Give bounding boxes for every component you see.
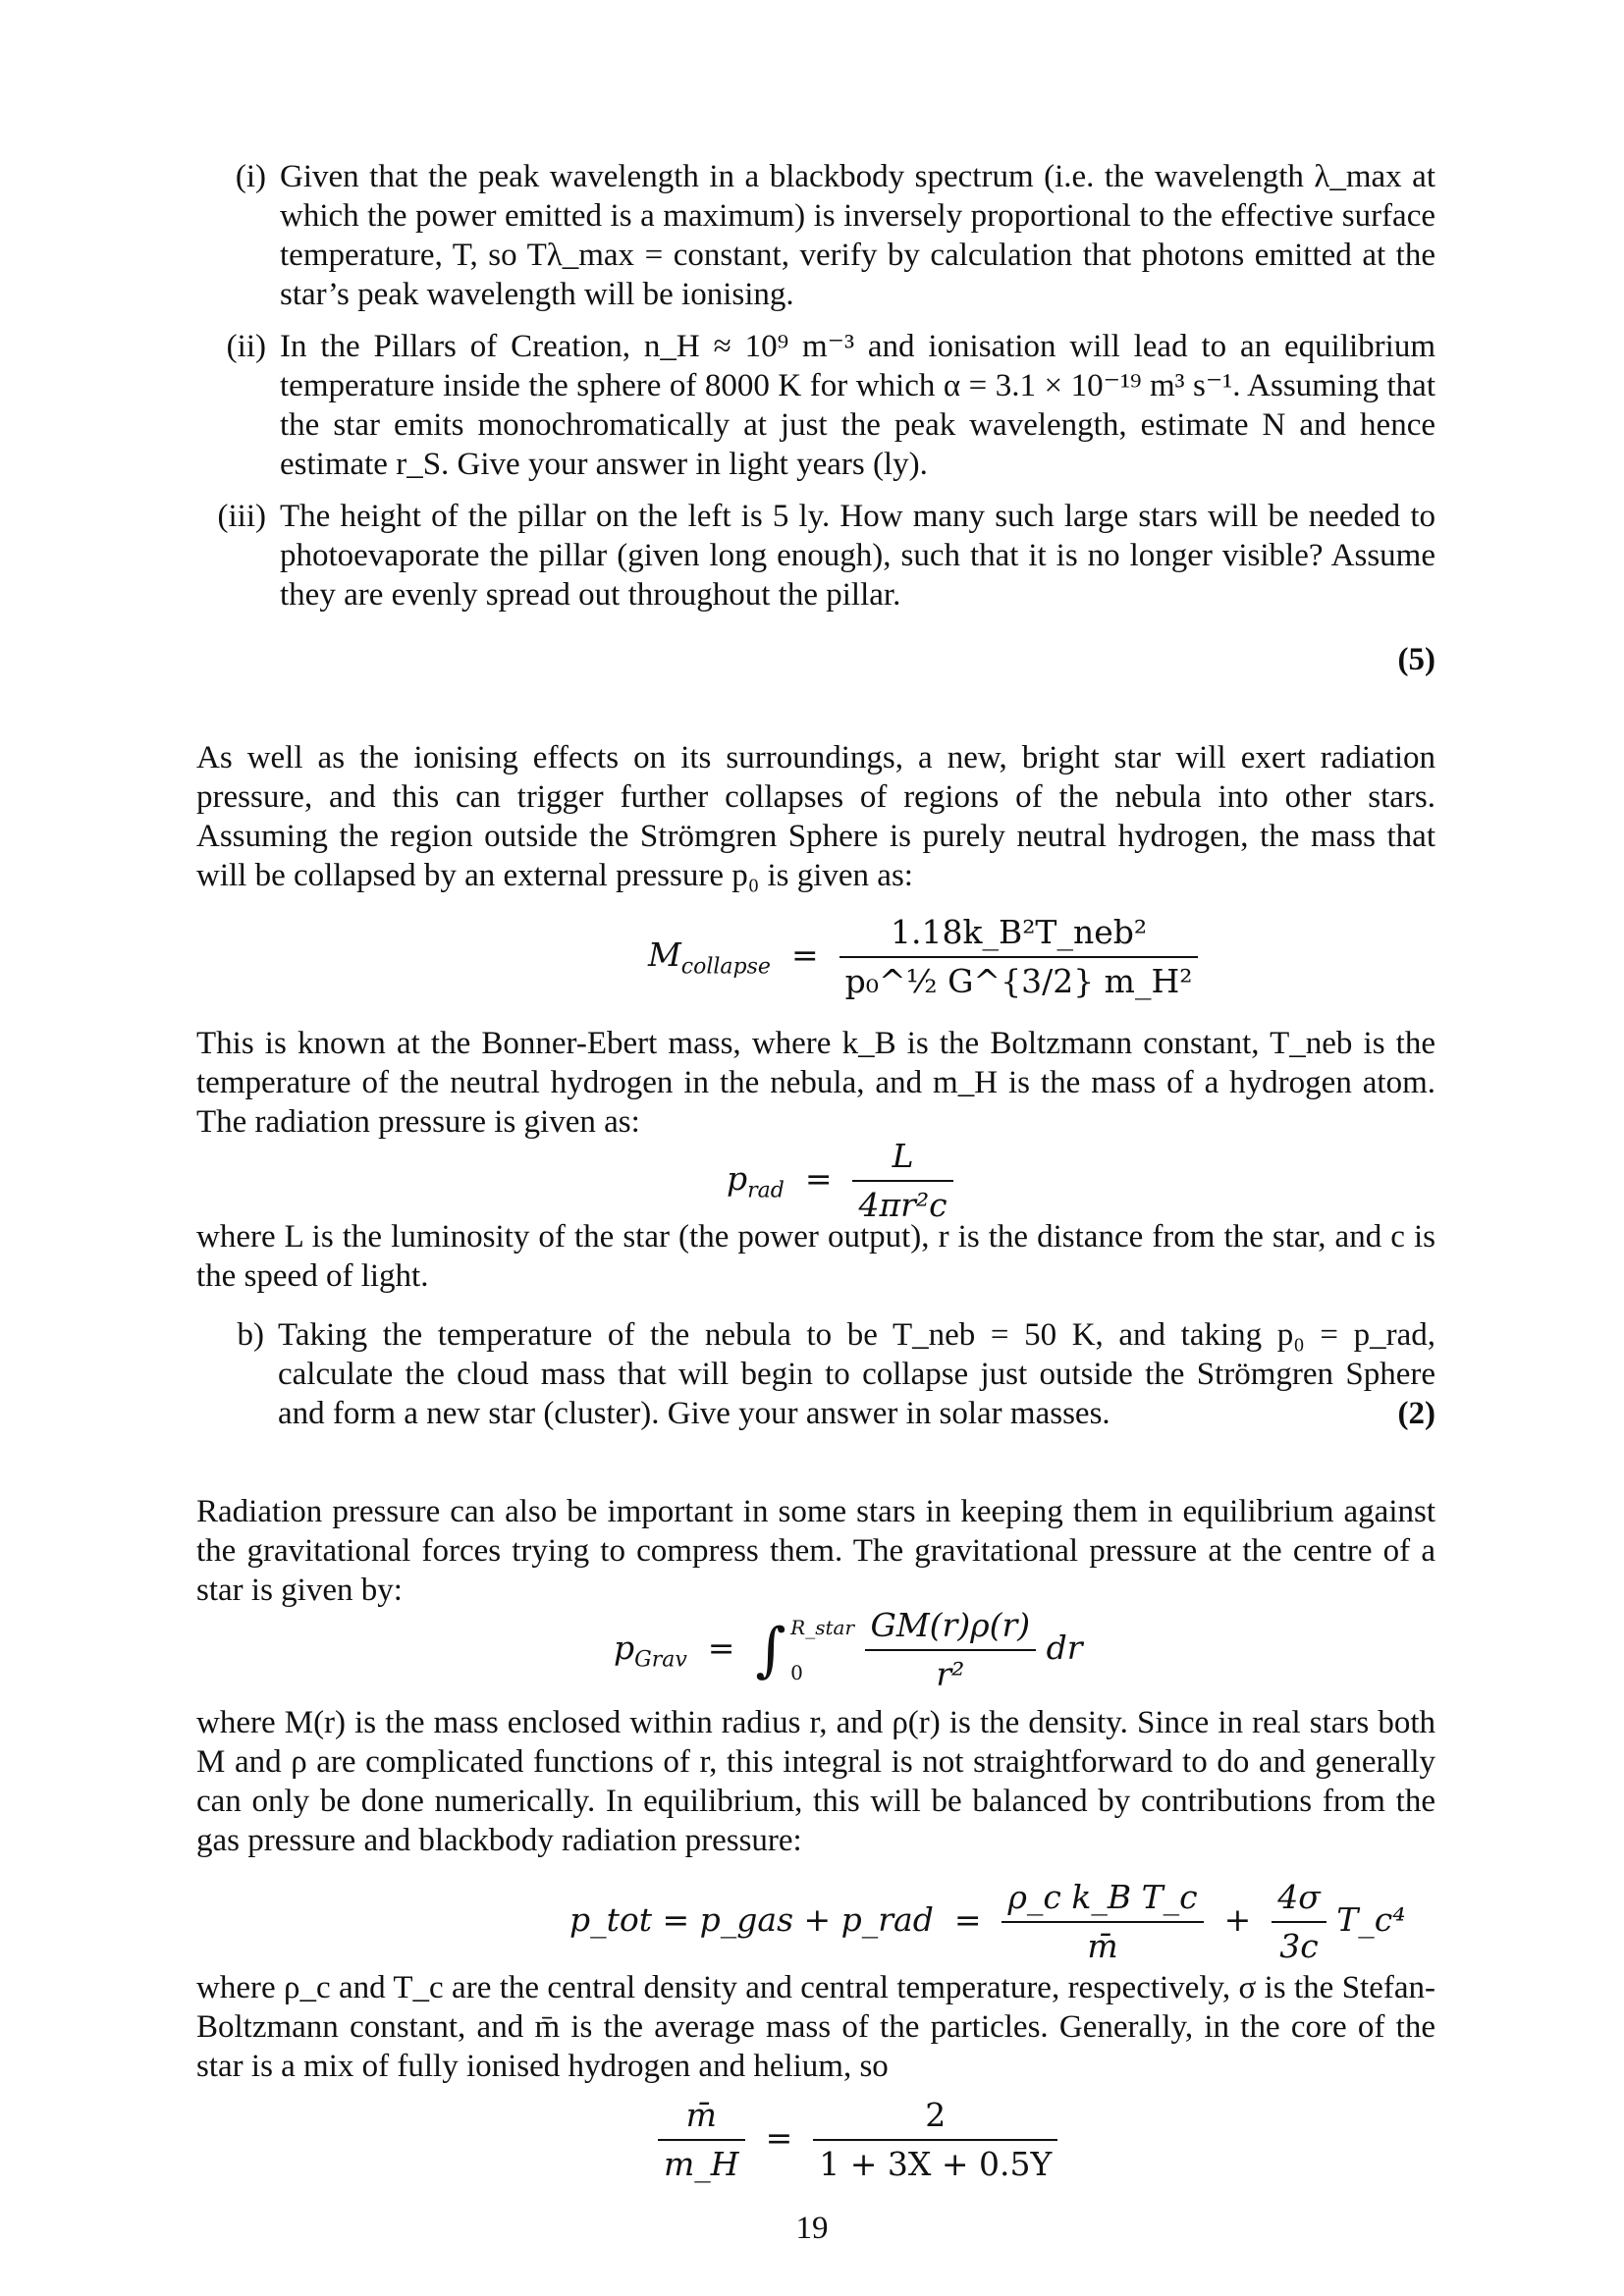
equation-fraction bbox=[852, 1137, 952, 1225]
fraction-numerator: 1.18k_B²T_neb² bbox=[839, 913, 1199, 958]
item-numeral: (iii) bbox=[217, 499, 266, 534]
equation-lhs: $p_{Grav}$ bbox=[614, 1629, 687, 1673]
paragraph: As well as the ionising effects on its surroundings, a new, bright star will exert radiation pressure, and this can trigger further collapses of regions of the nebula into other stars. Assuming the region outside the Strömgren Sphere is purely neutral hydrogen, the mass that will be collapsed by an external pressure p₀ is given as: bbox=[196, 740, 1435, 893]
integral-sign: ∫ bbox=[755, 1616, 786, 1684]
equation-fraction-gas: $\frac{\text{ρ\_c k\_B T\_c}}{m̄}$ bbox=[1001, 1878, 1203, 1966]
question-item-i bbox=[235, 157, 1435, 314]
part-text: Taking the temperature of the nebula to be T_neb = 50 K, and taking p₀ = p_rad, calculate the cloud mass that will begin to collapse just outside the Strömgren Sphere and form a new star (cluster). Give your answer in solar masses. bbox=[278, 1317, 1435, 1431]
equation-fraction bbox=[839, 913, 1199, 1001]
equation-mean-mass: $\frac{m̄}{m\_H}$ = $\frac{2}{1 + 3X + 0.5Y}$ bbox=[658, 2096, 1057, 2184]
item-text: In the Pillars of Creation, n_H ≈ 10⁹ m⁻³ and ionisation will lead to an equilibrium temperature inside the sphere of 8000 K for which α = 3.1 × 10⁻¹⁹ m³ s⁻¹. Assuming that the star emits monochromatically at just the peak wavelength, estimate N and hence estimate r_S. Give your answer in light years (ly). bbox=[280, 329, 1435, 482]
equation-total-pressure: p_tot = p_gas + p_rad = $\frac{\text{ρ\_c k\_B T\_c}}{m̄}$ + $\frac{4\sigma}{3c}$ T_c⁴ bbox=[569, 1878, 1406, 1965]
paragraph: where L is the luminosity of the star (the power output), r is the distance from the star, and c is the speed of light. bbox=[196, 1219, 1435, 1294]
equation-fraction-radiation: $\frac{4\sigma}{3c}$ bbox=[1272, 1878, 1326, 1966]
item-numeral: (i) bbox=[235, 159, 266, 194]
equation-lhs: $p_{rad}$ bbox=[727, 1159, 785, 1203]
fraction-denominator: p₀^½ G^{3/2} m_H² bbox=[844, 962, 1193, 1000]
integral-limits: R_star 0 bbox=[790, 1616, 855, 1684]
fraction-numerator: GM(r)ρ(r) bbox=[865, 1606, 1037, 1651]
item-text: The height of the pillar on the left is 5 ly. How many such large stars will be needed to photoevaporate the pillar (given long enough), such that it is no longer visible? Assume they are evenly spread out throughout the pillar. bbox=[280, 499, 1435, 613]
item-numeral: (ii) bbox=[226, 329, 266, 364]
marks-label: (5) bbox=[1397, 642, 1435, 677]
equation-collapse-mass: $M_{collapse}$ = $\frac{\text{1.18k\_B²T\_neb²}}{\text{p₀\textasciicircum{}½ G\textasciicircum{}\{3/2\} m\_H²}}$ bbox=[648, 913, 1198, 1001]
question-item-ii bbox=[226, 327, 1435, 484]
equation-lhs: p_tot = p_gas + p_rad bbox=[569, 1900, 934, 1939]
fraction-denominator: 4πr²c bbox=[858, 1186, 947, 1224]
paragraph: Radiation pressure can also be important in some stars in keeping them in equilibrium against the gravitational forces trying to compress them. The gravitational pressure at the centre of a star is given by: bbox=[196, 1494, 1435, 1608]
page-number: 19 bbox=[795, 2211, 829, 2246]
paragraph: where ρ_c and T_c are the central density and central temperature, respectively, σ is the Stefan-Boltzmann constant, and m̄ is the average mass of the particles. Generally, in the core of the star is a mix of fully ionised hydrogen and helium, so bbox=[196, 1970, 1435, 2084]
question-item-iii bbox=[217, 497, 1435, 614]
equation-fraction-right: $\frac{2}{1 + 3X + 0.5Y}$ bbox=[813, 2096, 1057, 2184]
equation-radiation-pressure: $p_{rad}$ = $\frac{L}{\text{4πr²c}}$ bbox=[727, 1137, 953, 1225]
question-part-b bbox=[237, 1315, 1435, 1433]
differential: dr bbox=[1046, 1629, 1083, 1667]
item-text: Given that the peak wavelength in a blackbody spectrum (i.e. the wavelength λ_max at which the power emitted is a maximum) is inversely proportional to the effective surface temperature, T, so Tλ_max = constant, verify by calculation that photons emitted at the star’s peak wavelength will be ionising. bbox=[280, 159, 1435, 312]
fraction-denominator: r² bbox=[936, 1655, 965, 1693]
equation-fraction bbox=[865, 1606, 1037, 1694]
temperature-term: T_c⁴ bbox=[1336, 1900, 1406, 1939]
part-label: b) bbox=[237, 1317, 264, 1353]
equation-fraction-left: $\frac{m̄}{m\_H}$ bbox=[658, 2096, 745, 2184]
equation-gravitational-pressure: $p_{Grav}$ = ∫ R_star 0 $\frac{GM(r)\rho(r)}{\text{r²}}$ dr bbox=[614, 1606, 1083, 1693]
paragraph: where M(r) is the mass enclosed within radius r, and ρ(r) is the density. Since in real stars both M and ρ are complicated functions of r, this integral is not straightforward to do and generally can only be done numerically. In equilibrium, this will be balanced by contributions from the gas pressure and blackbody radiation pressure: bbox=[196, 1705, 1435, 1858]
equation-lhs: $M_{collapse}$ bbox=[648, 935, 771, 980]
marks-label: (2) bbox=[1397, 1396, 1435, 1431]
fraction-numerator: L bbox=[852, 1137, 952, 1182]
paragraph: This is known at the Bonner-Ebert mass, where k_B is the Boltzmann constant, T_neb is the temperature of the neutral hydrogen in the nebula, and m_H is the mass of a hydrogen atom. The radiation pressure is given as: bbox=[196, 1026, 1435, 1140]
